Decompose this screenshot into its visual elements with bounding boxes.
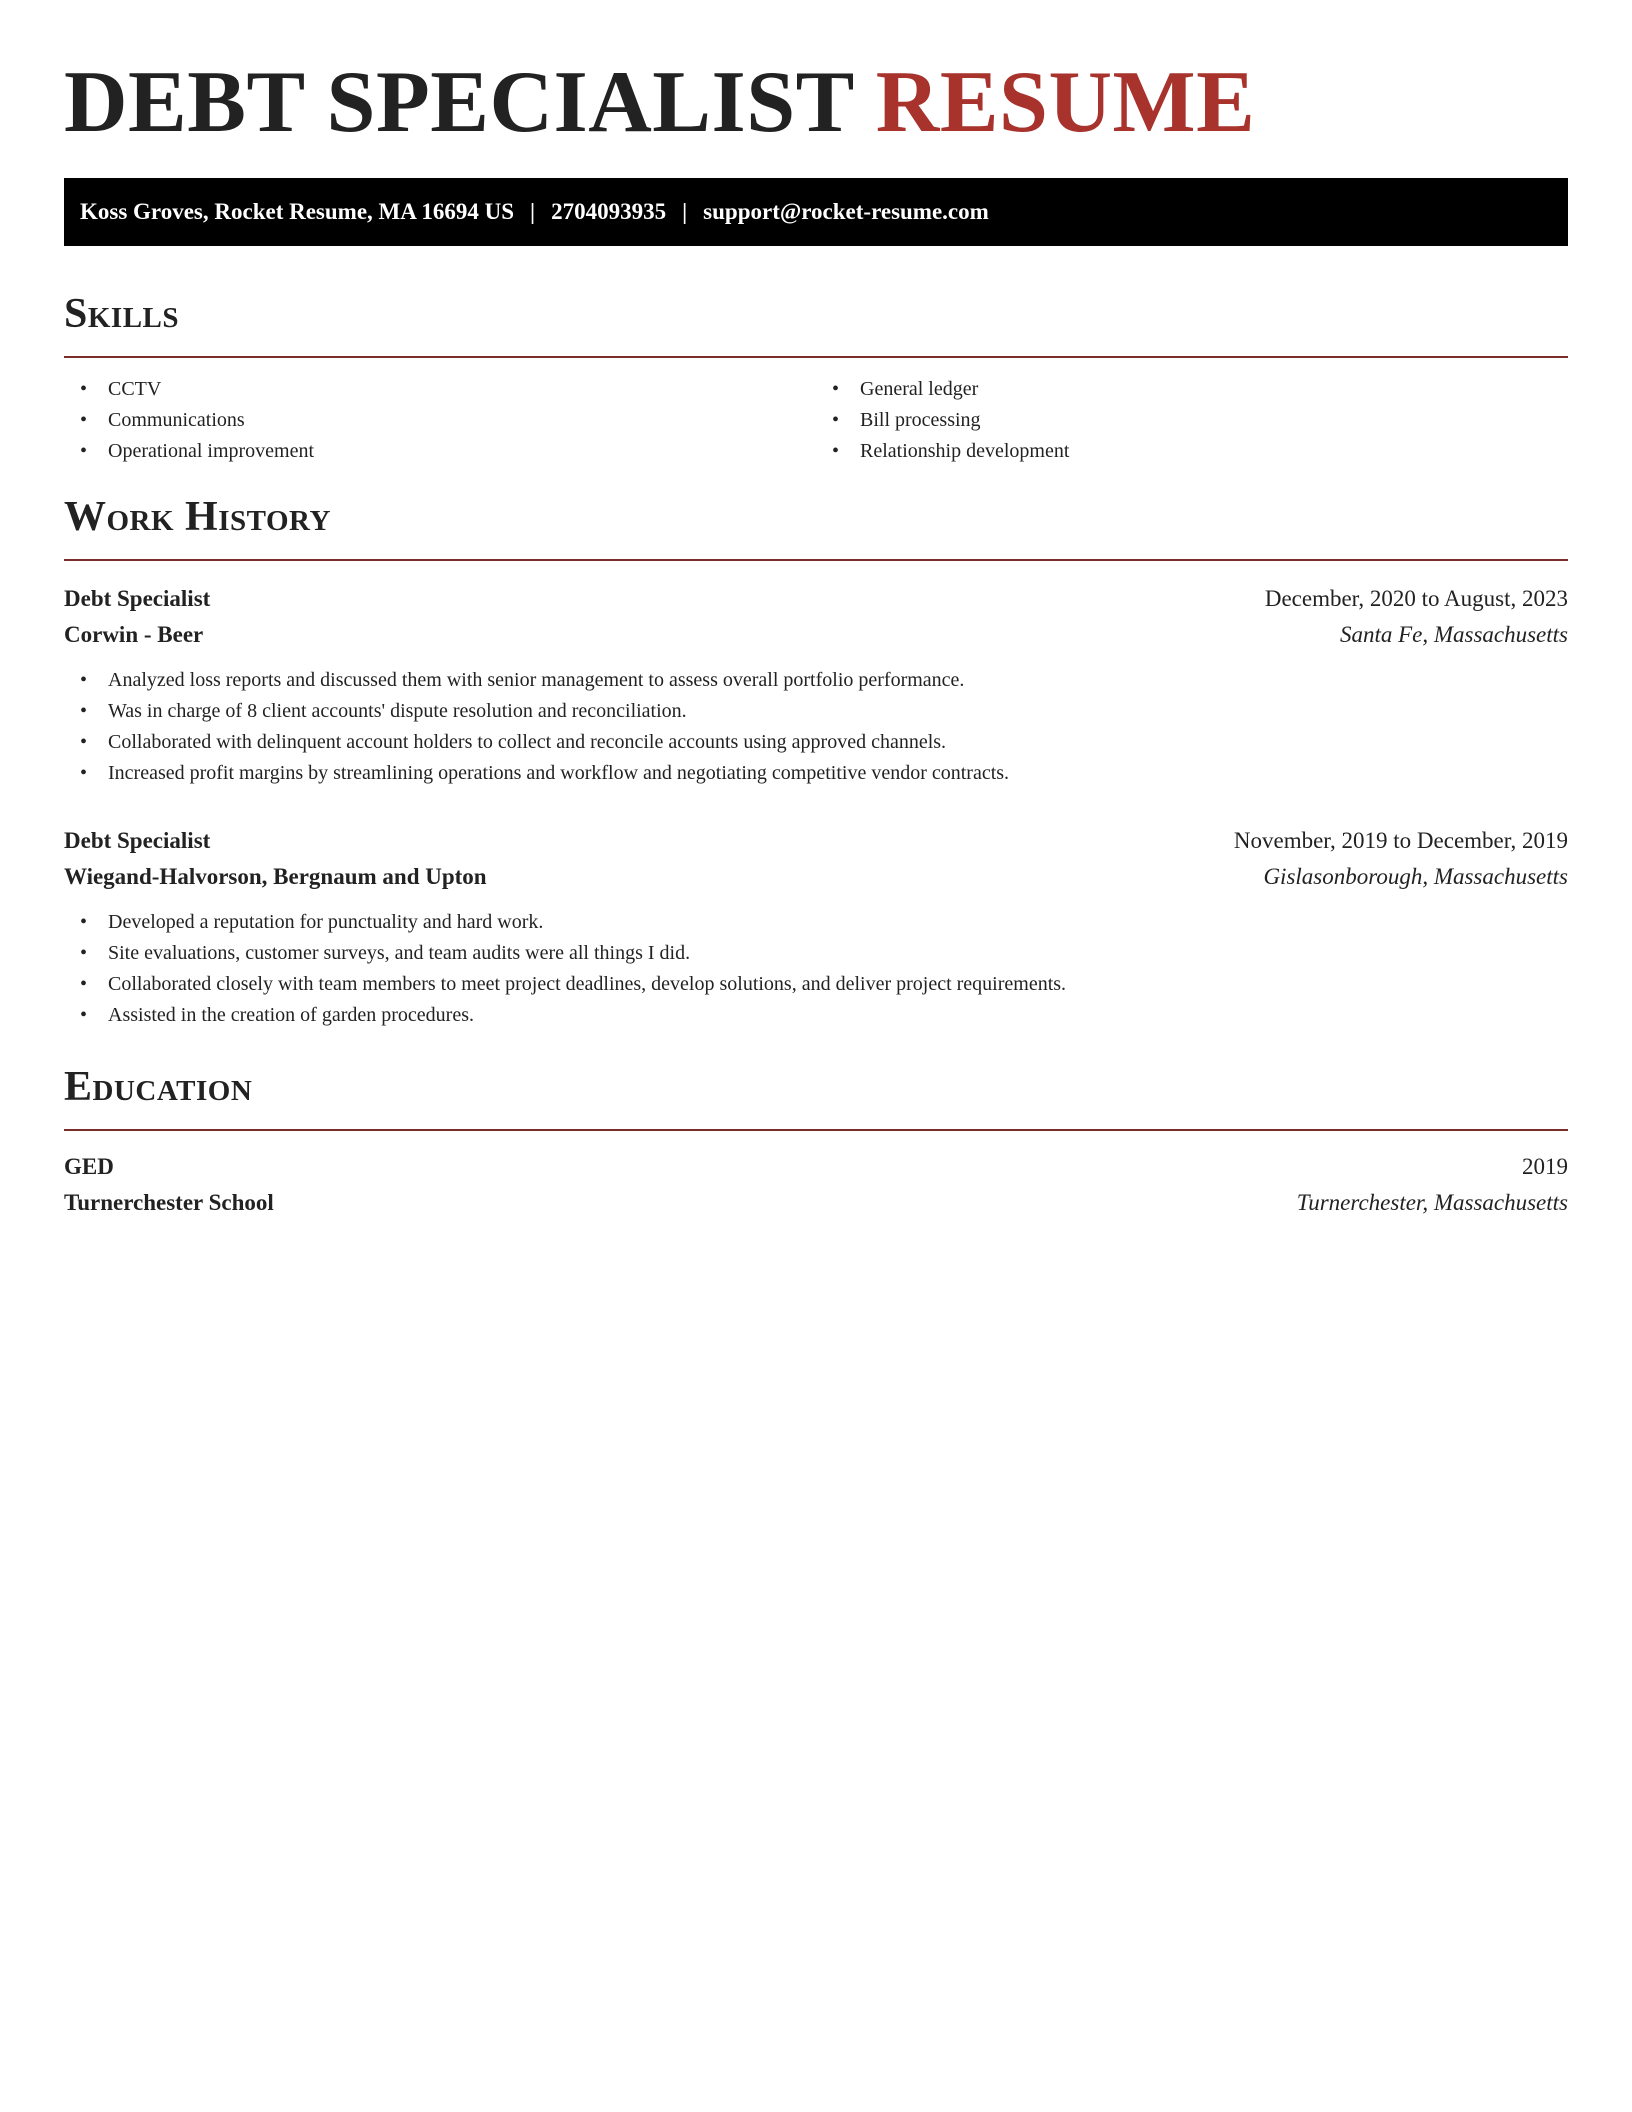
job-entry (64, 581, 1568, 789)
job-bullet: • Collaborated closely with team members to meet project deadlines, develop solutions, and deliver project requirements. (80, 969, 1568, 1000)
section-divider (64, 559, 1568, 561)
skill-item: • Operational improvement (80, 436, 816, 467)
skills-section (64, 284, 1568, 467)
contact-separator: | (530, 199, 536, 224)
contact-address: Koss Groves, Rocket Resume, MA 16694 US (80, 199, 514, 224)
education-heading: Education (64, 1064, 253, 1110)
job-bullets (64, 907, 1568, 1031)
skill-item: • Relationship development (832, 436, 1568, 467)
job-company: Wiegand-Halvorson, Bergnaum and Upton (64, 864, 487, 889)
section-divider (64, 1129, 1568, 1131)
job-entry (64, 823, 1568, 1031)
job-company: Corwin - Beer (64, 622, 204, 647)
job-bullet: • Assisted in the creation of garden procedures. (80, 1000, 1568, 1031)
job-title: Debt Specialist (64, 586, 211, 611)
skill-item: • CCTV (80, 374, 816, 405)
job-bullets (64, 665, 1568, 789)
education-entry (64, 1149, 1568, 1221)
job-bullet: • Increased profit margins by streamlining operations and workflow and negotiating competitive vendor contracts. (80, 758, 1568, 789)
education-year: 2019 (1522, 1154, 1568, 1179)
job-bullet: • Was in charge of 8 client accounts' dispute resolution and reconciliation. (80, 696, 1568, 727)
contact-phone: 2704093935 (551, 199, 667, 224)
resume-title (64, 0, 1568, 156)
job-title: Debt Specialist (64, 828, 211, 853)
skill-item: • General ledger (832, 374, 1568, 405)
skills-column-right (816, 374, 1568, 467)
skills-grid (64, 374, 1568, 467)
education-degree: GED (64, 1154, 114, 1179)
education-section (64, 1057, 1568, 1221)
job-bullet: • Site evaluations, customer surveys, and team audits were all things I did. (80, 938, 1568, 969)
job-header-row (64, 823, 1568, 859)
job-company-row (64, 859, 1568, 895)
title-main: DEBT SPECIALIST (64, 54, 854, 151)
job-bullet: • Collaborated with delinquent account holders to collect and reconcile accounts using approved channels. (80, 727, 1568, 758)
skill-item: • Communications (80, 405, 816, 436)
education-location: Turnerchester, Massachusetts (1296, 1190, 1568, 1215)
education-school: Turnerchester School (64, 1190, 274, 1215)
job-bullet: • Developed a reputation for punctuality and hard work. (80, 907, 1568, 938)
skills-heading: Skills (64, 291, 180, 337)
contact-bar (64, 178, 1568, 246)
job-header-row (64, 581, 1568, 617)
skills-column-left (64, 374, 816, 467)
title-accent: RESUME (875, 54, 1256, 151)
work-history-heading: Work History (64, 494, 331, 540)
contact-email: support@rocket-resume.com (703, 199, 989, 224)
education-school-row (64, 1185, 1568, 1221)
job-dates: December, 2020 to August, 2023 (1264, 586, 1568, 611)
job-location: Santa Fe, Massachusetts (1339, 622, 1568, 647)
job-location: Gislasonborough, Massachusetts (1263, 864, 1568, 889)
education-header-row (64, 1149, 1568, 1185)
skill-item: • Bill processing (832, 405, 1568, 436)
job-company-row (64, 617, 1568, 653)
section-divider (64, 356, 1568, 358)
job-dates: November, 2019 to December, 2019 (1233, 828, 1568, 853)
job-bullet: • Analyzed loss reports and discussed them with senior management to assess overall portfolio performance. (80, 665, 1568, 696)
contact-separator: | (682, 199, 688, 224)
work-history-section (64, 487, 1568, 1031)
